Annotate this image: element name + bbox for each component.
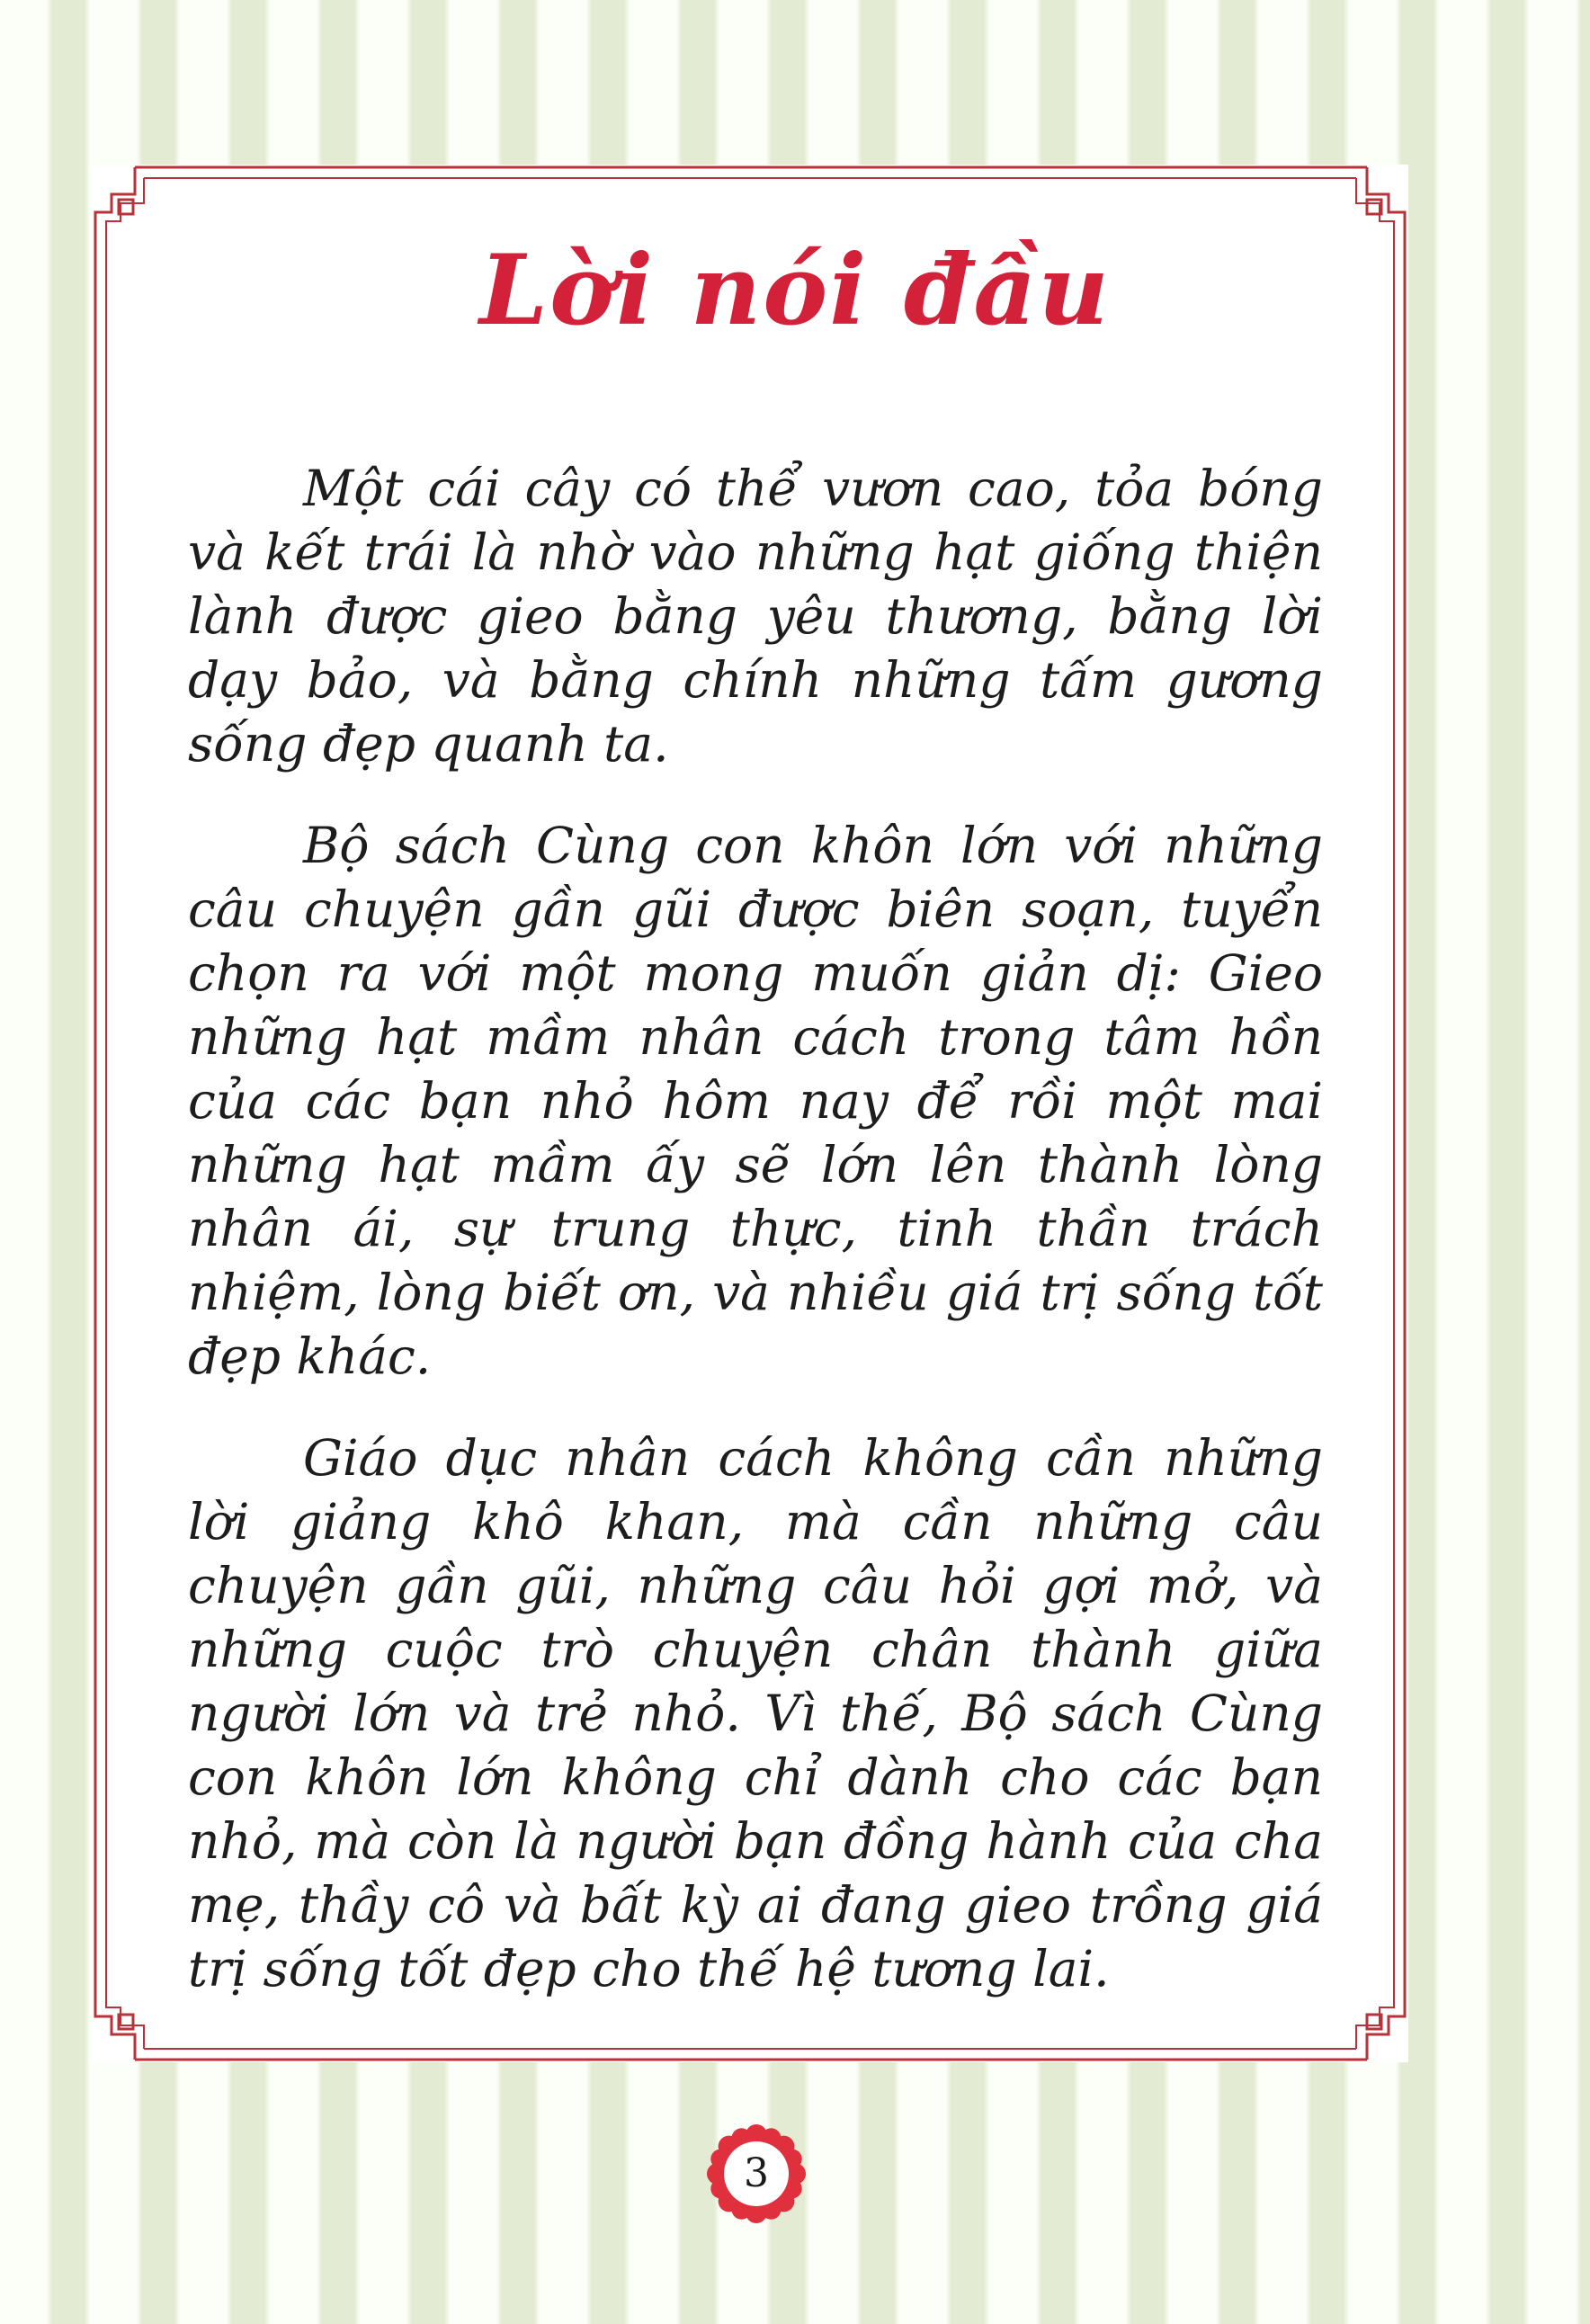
corner-ornament-bottom-right [1356, 1984, 1405, 2060]
page-number: 3 [744, 2150, 769, 2196]
paragraph-1: Một cái cây có thể vươn cao, tỏa bóng và kết trái là nhờ vào những hạt giống thiện lành được gieo bằng yêu thương, bằng lời dạy bảo, và bằng chính những tấm gương sống đẹp quanh ta. [188, 460, 1323, 773]
page-title: Lời nói đầu [479, 234, 1111, 347]
paragraph-3: Giáo dục nhân cách không cần những lời giảng khô khan, mà cần những câu chuyện gần gũi, những câu hỏi gợi mở, và những cuộc trò chuyện chân thành giữa người lớn và trẻ nhỏ. Vì thế, Bộ sách Cùng con khôn lớn không chỉ dành cho các bạn nhỏ, mà còn là người bạn đồng hành của cha mẹ, thầy cô và bất kỳ ai đang gieo trồng giá trị sống tốt đẹp cho thế hệ tương lai. [188, 1429, 1323, 1998]
preface-body [188, 457, 1323, 2001]
corner-ornament-bottom-left [95, 1984, 144, 2060]
paragraph-2: Bộ sách Cùng con khôn lớn với những câu chuyện gần gũi được biên soạn, tuyển chọn ra với một mong muốn giản dị: Gieo những hạt mầm nhân cách trong tâm hồn của các bạn nhỏ hôm nay để rồi một mai những hạt mầm ấy sẽ lớn lên thành lòng nhân ái, sự trung thực, tinh thần trách nhiệm, lòng biết ơn, và nhiều giá trị sống tốt đẹp khác. [188, 817, 1323, 1385]
